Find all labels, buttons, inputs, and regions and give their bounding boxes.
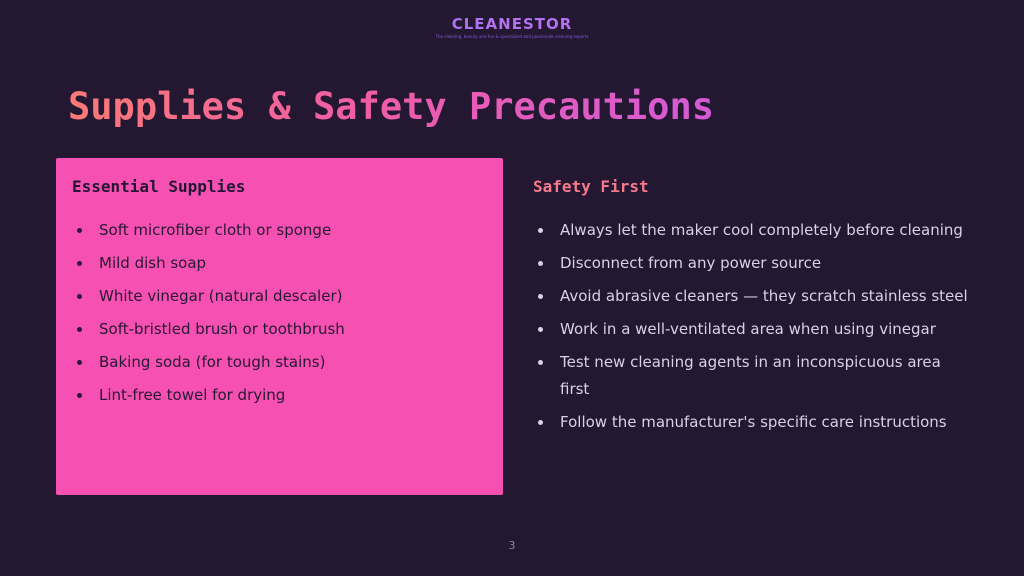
supplies-list — [72, 217, 492, 415]
list-item: Work in a well-ventilated area when using vinegar — [533, 316, 973, 343]
list-item: Disconnect from any power source — [533, 250, 973, 277]
list-item: Avoid abrasive cleaners — they scratch stainless steel — [533, 283, 973, 310]
safety-list — [533, 217, 973, 442]
brand-tagline: The cleaning, beauty and fun & specialized and passionate cleaning experts — [435, 34, 589, 39]
page-number: 3 — [508, 539, 516, 552]
safety-first-heading: Safety First — [533, 177, 649, 196]
list-item: Soft microfiber cloth or sponge — [72, 217, 492, 244]
essential-supplies-heading: Essential Supplies — [72, 177, 246, 196]
essential-supplies-card — [56, 158, 503, 495]
list-item: Test new cleaning agents in an inconspicuous area first — [533, 349, 973, 403]
list-item: Baking soda (for tough stains) — [72, 349, 492, 376]
list-item: Follow the manufacturer's specific care instructions — [533, 409, 973, 436]
brand-logo — [0, 14, 1024, 40]
slide-title: Supplies & Safety Precautions — [68, 85, 715, 128]
list-item: Soft-bristled brush or toothbrush — [72, 316, 492, 343]
list-item: Lint-free towel for drying — [72, 382, 492, 409]
brand-logo-text: CLEANESTOR — [0, 14, 1024, 34]
list-item: Mild dish soap — [72, 250, 492, 277]
list-item: Always let the maker cool completely before cleaning — [533, 217, 973, 244]
list-item: White vinegar (natural descaler) — [72, 283, 492, 310]
